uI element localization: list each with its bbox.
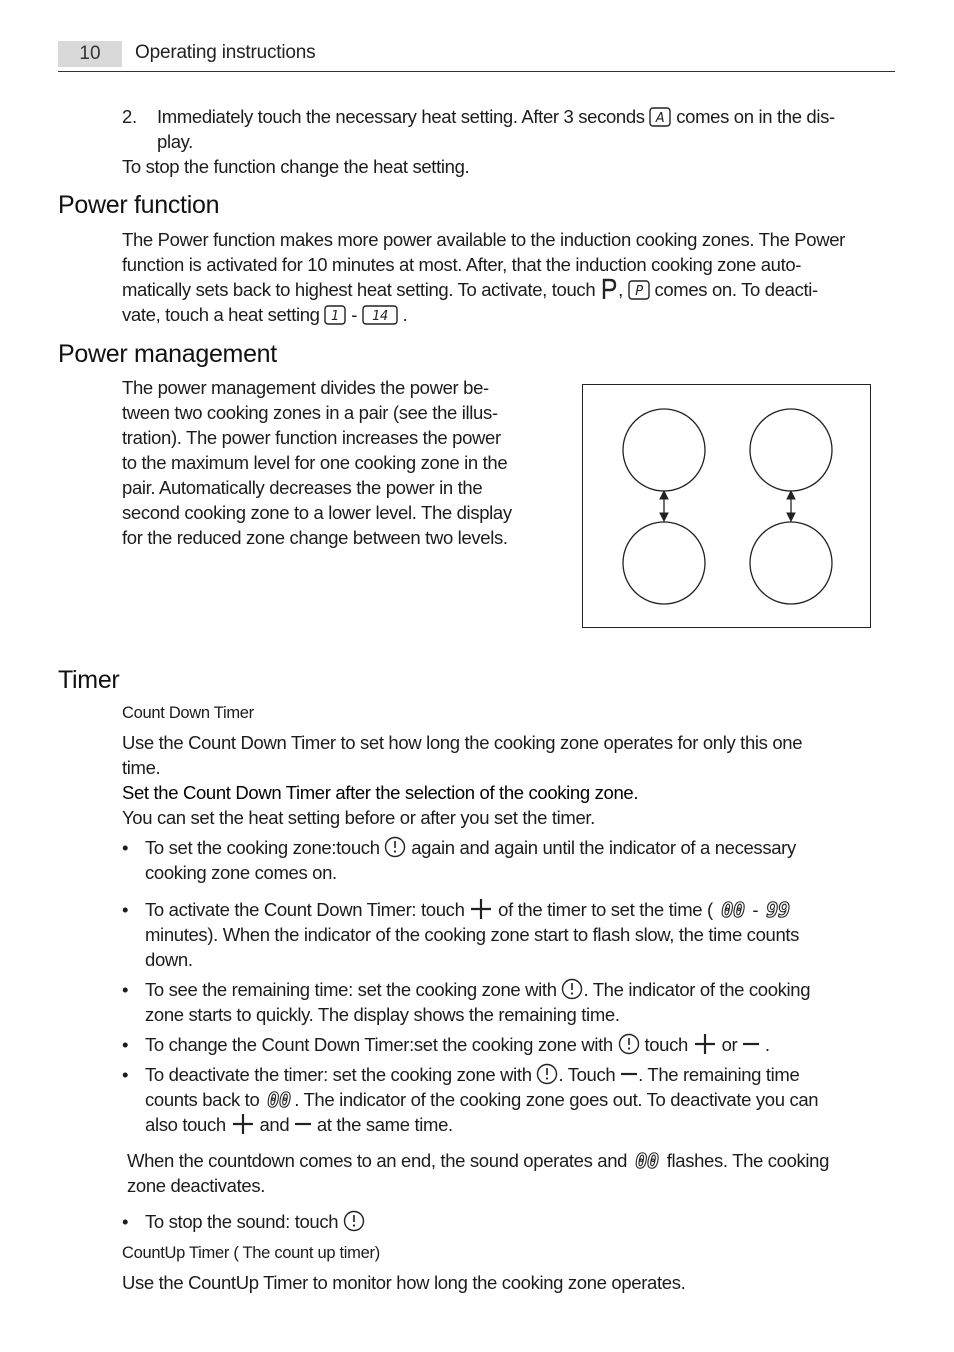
bullet: • <box>122 1034 129 1055</box>
auto-display-symbol <box>649 107 671 133</box>
timer-key-icon <box>384 836 406 864</box>
step2-line2: play. <box>157 131 193 152</box>
timer-intro-line4: You can set the heat setting before or after you set the timer. <box>122 807 595 828</box>
pm-line: for the reduced zone change between two levels. <box>122 527 508 548</box>
bullet-deactivate-line2: counts back to 00 . The indicator of the cooking zone goes out. To deactivate you can <box>145 1087 818 1116</box>
timer-key-icon <box>343 1210 365 1238</box>
minus-key-icon <box>742 1033 760 1061</box>
power-key-icon <box>600 278 618 306</box>
pm-line: tration). The power function increases the power <box>122 427 501 448</box>
bullet-set-zone-line1: To set the cooking zone:touch again and again until the indicator of a necessary <box>145 835 796 864</box>
pf-line2: function is activated for 10 minutes at most. After, that the induction cooking zone auto- <box>122 254 802 275</box>
pf-line1: The Power function makes more power available to the induction cooking zones. The Power <box>122 229 845 250</box>
pm-line: tween two cooking zones in a pair (see the illus- <box>122 402 498 423</box>
bullet: • <box>122 899 129 920</box>
bullet: • <box>122 837 129 858</box>
svg-text:99: 99 <box>766 898 790 920</box>
bullet-remaining-line1: To see the remaining time: set the cooking zone with . The indicator of the cooking <box>145 977 810 1006</box>
countup-timer-subheading: CountUp Timer ( The count up timer) <box>122 1244 380 1262</box>
bullet-activate-line1: To activate the Count Down Timer: touch of the timer to set the time ( 00 - 99 <box>145 897 793 926</box>
bullet-activate-line3: down. <box>145 949 193 970</box>
countup-timer-text: Use the CountUp Timer to monitor how long the cooking zone operates. <box>122 1272 686 1293</box>
pf-line4: vate, touch a heat setting 1 - 14 . <box>122 302 407 331</box>
power-management-heading: Power management <box>58 340 277 368</box>
plus-key-icon <box>693 1033 717 1061</box>
heat-setting-min-symbol <box>324 305 346 331</box>
bullet-set-zone-line2: cooking zone comes on. <box>145 862 337 883</box>
countdown-end-line2: zone deactivates. <box>127 1175 266 1196</box>
bullet: • <box>122 1211 129 1232</box>
bullet-remaining-line2: zone starts to quickly. The display shows the remaining time. <box>145 1004 620 1025</box>
svg-text:1: 1 <box>331 309 340 324</box>
minus-key-icon <box>294 1113 312 1141</box>
pair-arrow-left <box>660 491 668 521</box>
pair-arrow-right <box>787 491 795 521</box>
svg-text:00: 00 <box>267 1088 291 1110</box>
bullet-stop-sound: To stop the sound: touch <box>145 1209 365 1238</box>
bullet-change-line1: To change the Count Down Timer:set the cooking zone with touch or . <box>145 1032 770 1061</box>
svg-text:00: 00 <box>635 1149 659 1171</box>
count-down-timer-subheading: Count Down Timer <box>122 704 254 722</box>
step2-stop-line: To stop the function change the heat setting. <box>122 156 470 177</box>
bullet: • <box>122 1064 129 1085</box>
timer-heading: Timer <box>58 666 120 694</box>
step2-line1: Immediately touch the necessary heat setting. After 3 seconds A comes on in the dis- <box>157 104 835 133</box>
countdown-end-line1: When the countdown comes to an end, the sound operates and 00 flashes. The cooking <box>127 1148 829 1177</box>
zero-display-symbol <box>632 1149 662 1177</box>
pf-line3: matically sets back to highest heat setting. To activate, touch , P comes on. To deacti- <box>122 277 818 306</box>
pm-line: second cooking zone to a lower level. The display <box>122 502 512 523</box>
svg-text:00: 00 <box>720 898 745 920</box>
timer-intro-line2: time. <box>122 757 161 778</box>
cooktop-zones-diagram <box>583 385 869 626</box>
pm-line: to the maximum level for one cooking zone in the <box>122 452 508 473</box>
timer-key-icon <box>618 1033 640 1061</box>
power-function-heading: Power function <box>58 191 220 219</box>
heat-setting-max-symbol <box>362 305 398 331</box>
pm-line: The power management divides the power be- <box>122 377 489 398</box>
pm-line: pair. Automatically decreases the power in the <box>122 477 483 498</box>
plus-key-icon <box>231 1113 255 1141</box>
bullet-activate-line2: minutes). When the indicator of the cooking zone start to flash slow, the time counts <box>145 924 800 945</box>
cooking-zone-front-left <box>623 409 705 491</box>
timer-intro-line3: Set the Count Down Timer after the selection of the cooking zone. <box>122 782 639 803</box>
bullet-deactivate-line3: also touch and at the same time. <box>145 1112 453 1141</box>
svg-text:P: P <box>634 284 643 299</box>
cooking-zone-rear-left <box>623 522 705 604</box>
bullet: • <box>122 979 129 1000</box>
cooking-zone-rear-right <box>750 522 832 604</box>
header-title: Operating instructions <box>135 42 316 63</box>
cooktop-illustration <box>582 384 871 628</box>
power-display-symbol <box>628 280 650 306</box>
timer-intro-line1: Use the Count Down Timer to set how long the cooking zone operates for only this one <box>122 732 803 753</box>
bullet-deactivate-line1: To deactivate the timer: set the cooking zone with . Touch . The remaining time <box>145 1062 799 1091</box>
header-rule <box>58 71 895 72</box>
svg-text:A: A <box>656 111 665 126</box>
svg-text:14: 14 <box>371 309 388 324</box>
step-number: 2. <box>122 106 137 127</box>
cooking-zone-front-right <box>750 409 832 491</box>
page-number: 10 <box>79 43 101 64</box>
